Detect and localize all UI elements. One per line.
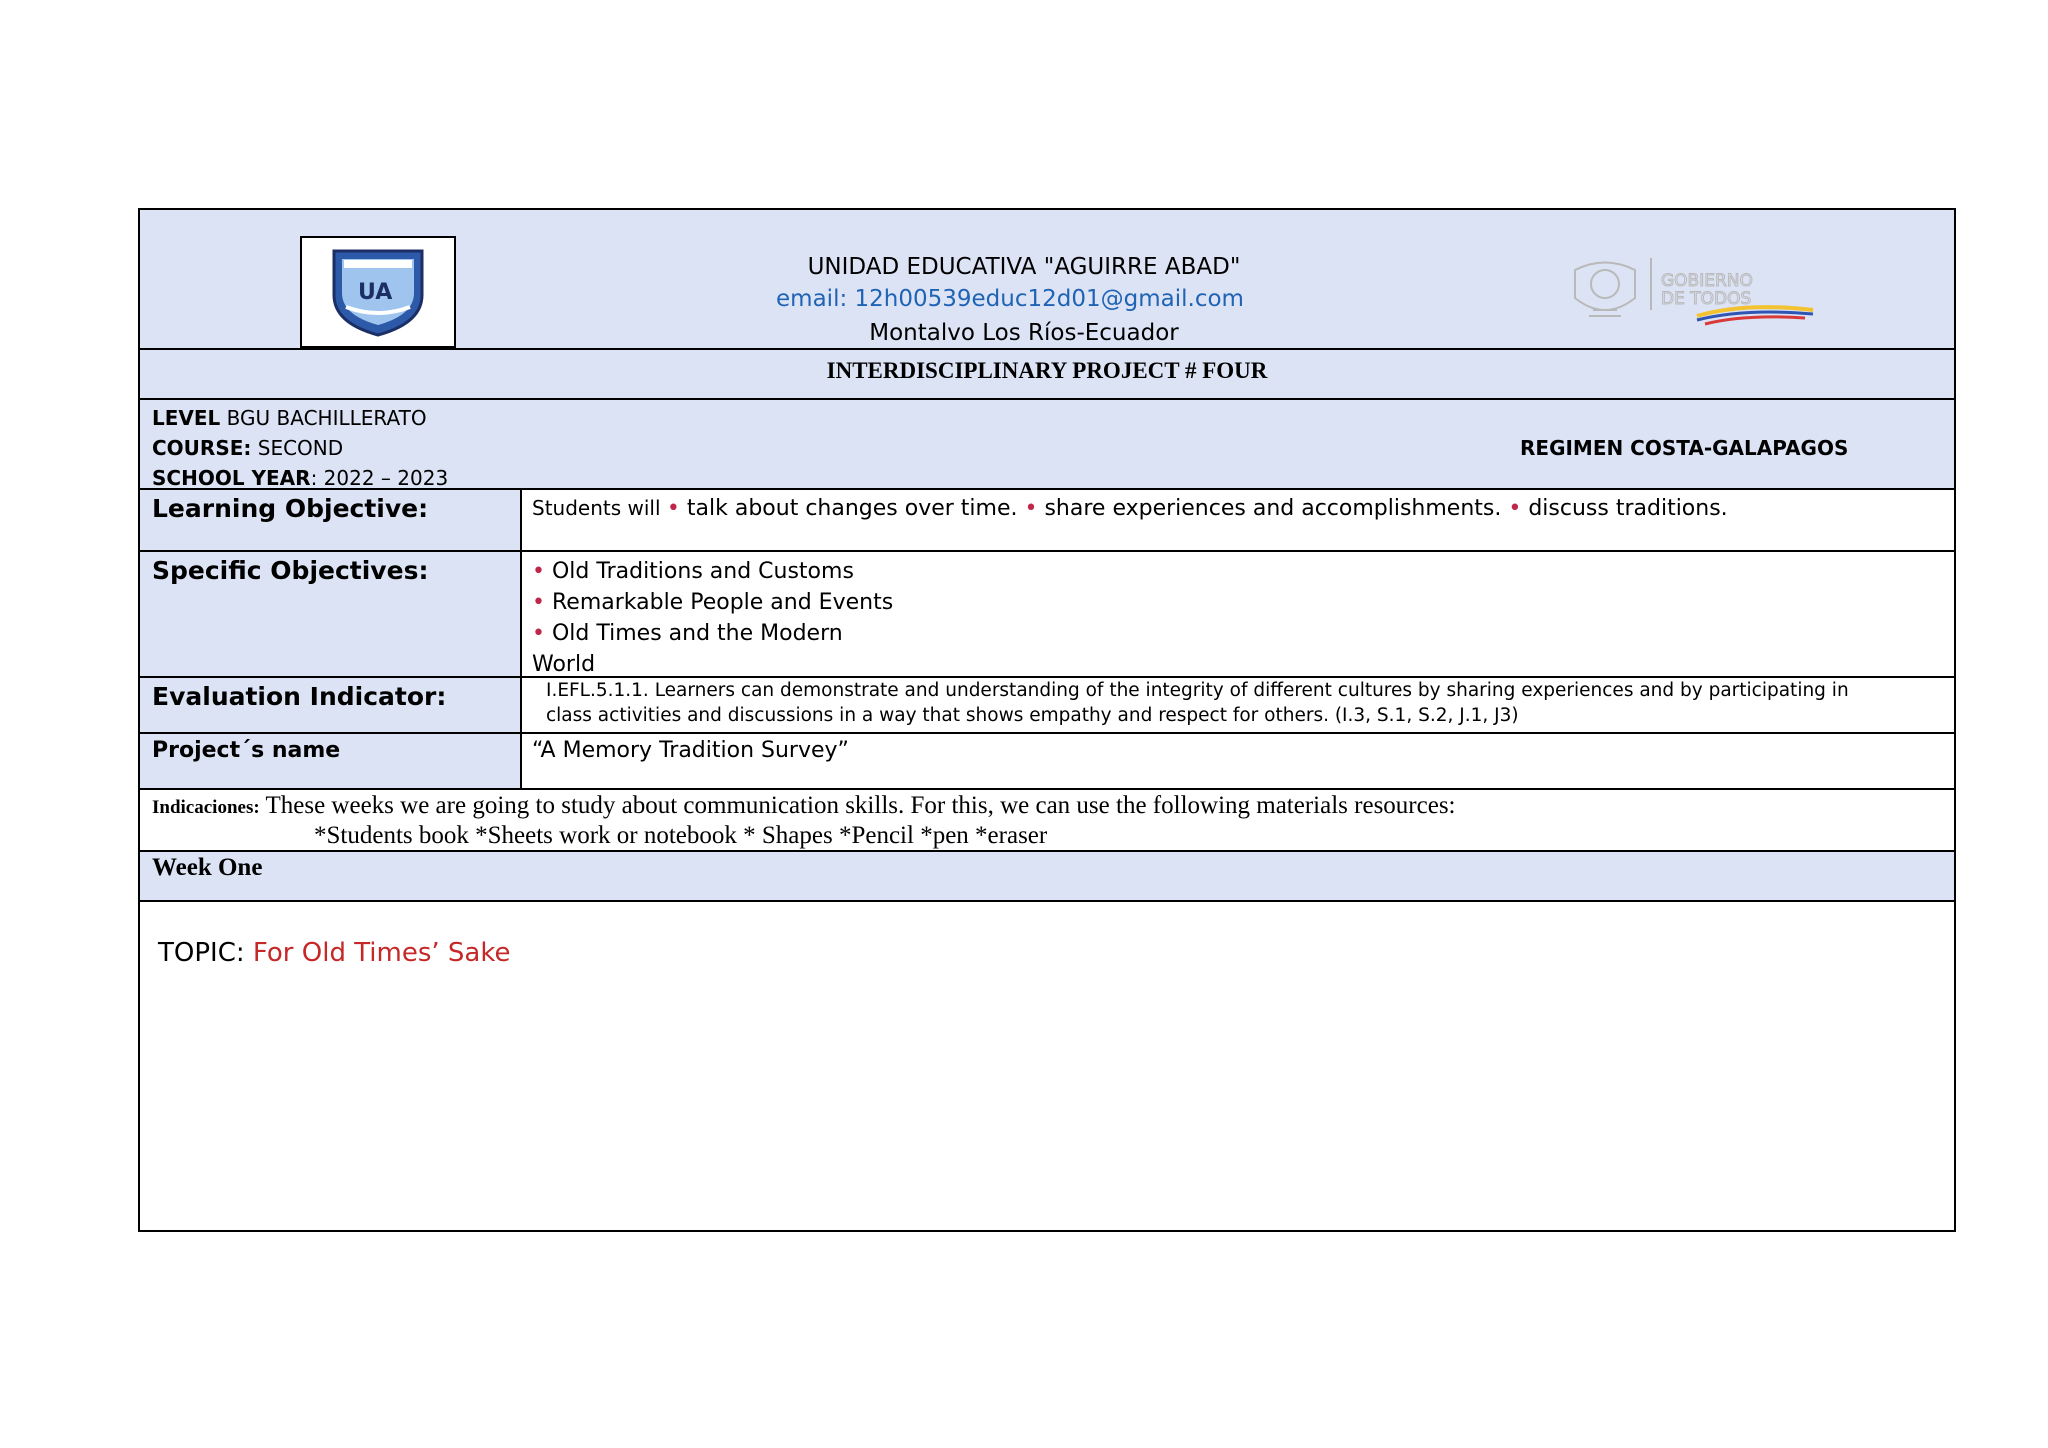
regimen: REGIMEN COSTA-GALAPAGOS (1520, 436, 1849, 460)
project-document (138, 208, 1956, 1232)
bullet-icon: • (1508, 496, 1529, 521)
project-title: INTERDISCIPLINARY PROJECT # FOUR (826, 358, 1268, 383)
school-email[interactable]: email: 12h00539educ12d01@gmail.com (776, 286, 1244, 312)
school-name: UNIDAD EDUCATIVA "AGUIRRE ABAD" (807, 254, 1241, 280)
school-shield-logo-icon (326, 245, 430, 339)
gov-logo-text-1: GOBIERNO (1661, 271, 1753, 291)
bullet-icon: • (666, 496, 687, 521)
topic-label: TOPIC: (158, 938, 253, 968)
level-label: LEVEL (152, 406, 221, 430)
list-item: • Old Times and the Modern (532, 621, 843, 646)
gobierno-de-todos-logo-icon (1565, 250, 1825, 330)
week-heading: Week One (152, 854, 263, 881)
list-item-tail: World (532, 652, 596, 677)
gov-logo-text-2: DE TODOS (1661, 289, 1752, 309)
school-location: Montalvo Los Ríos-Ecuador (869, 320, 1179, 346)
list-item: • Old Traditions and Customs (532, 559, 854, 584)
specific-objectives-label: Specific Objectives: (152, 556, 429, 585)
specific-objectives-list (532, 556, 893, 680)
bullet-icon: • (532, 559, 552, 584)
school-year-line (152, 466, 448, 490)
indicaciones-text: These weeks we are going to study about communication skills. For this, we can use the following materials resources: (259, 792, 1456, 819)
evaluation-line-2: class activities and discussions in a way that shows empathy and respect for others. (I.3, S.1, S.2, J.1, J3) (546, 705, 1519, 726)
school-logo (300, 236, 456, 348)
evaluation-indicator-text (546, 678, 1849, 728)
evaluation-indicator-label: Evaluation Indicator: (152, 682, 447, 711)
bullet-icon: • (532, 621, 552, 646)
week-band (140, 850, 1954, 900)
school-year-label: SCHOOL YEAR (152, 466, 311, 490)
topic-line (158, 938, 511, 968)
evaluation-line-1: I.EFL.5.1.1. Learners can demonstrate and understanding of the integrity of different cultures by sharing experiences and by participating in (546, 680, 1849, 701)
course-value: SECOND (251, 436, 344, 460)
learning-item-3: discuss traditions. (1528, 496, 1728, 521)
learning-objective-label: Learning Objective: (152, 494, 429, 523)
bullet-icon: • (1024, 496, 1045, 521)
learning-objective-text (532, 496, 1728, 521)
course-line (152, 436, 343, 460)
learning-item-1: talk about changes over time. (686, 496, 1025, 521)
bullet-icon: • (532, 590, 552, 615)
topic-value: For Old Times’ Sake (252, 938, 511, 968)
svg-text:UA: UA (358, 280, 393, 305)
indicaciones-line (152, 792, 1456, 820)
materials-list: *Students book *Sheets work or notebook * Shapes *Pencil *pen *eraser (314, 822, 1048, 849)
level-value: BGU BACHILLERATO (220, 406, 427, 430)
project-name-label: Project´s name (152, 738, 341, 763)
school-year-value: : 2022 – 2023 (310, 466, 449, 490)
indicaciones-label: Indicaciones: (152, 797, 260, 818)
project-name-value: “A Memory Tradition Survey” (532, 738, 849, 763)
learning-lead: Students will (532, 496, 667, 520)
list-item: • Remarkable People and Events (532, 590, 894, 615)
level-line (152, 406, 427, 430)
course-label: COURSE: (152, 436, 252, 460)
learning-item-2: share experiences and accomplishments. (1044, 496, 1509, 521)
